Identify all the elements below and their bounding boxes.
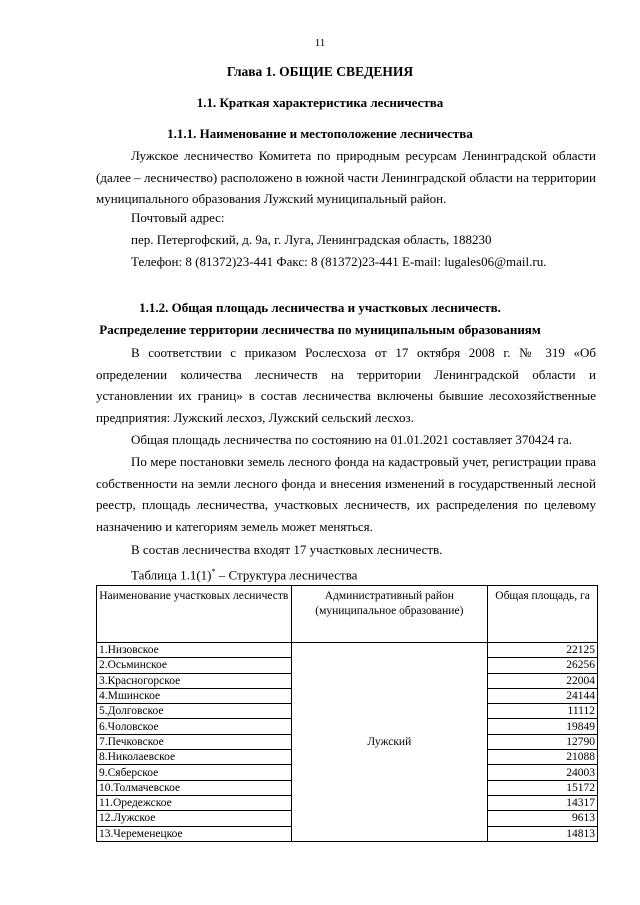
count-paragraph: В состав лесничества входят 17 участковых лесничеств. bbox=[131, 542, 443, 557]
postal-label: Почтовый адрес: bbox=[131, 210, 225, 225]
row-area: 22004 bbox=[488, 673, 598, 688]
order-paragraph: В соответствии с приказом Рослесхоза от 17 октября 2008 г. № 319 «Об определении количества лесничеств на территории Ленинградской области и установлении их границ» в состав лесничества включены бывшие лесохозяйственные предприятия: Лужский лесхоз, Лужский сельский лесхоз. bbox=[96, 345, 596, 425]
row-area: 14317 bbox=[488, 795, 598, 810]
row-area: 12790 bbox=[488, 734, 598, 749]
row-name: 4.Мшинское bbox=[97, 688, 292, 703]
row-area: 14813 bbox=[488, 826, 598, 841]
address: пер. Петергофский, д. 9а, г. Луга, Ленинградская область, 188230 bbox=[131, 232, 492, 247]
section-title: 1.1. Краткая характеристика лесничества bbox=[196, 95, 444, 110]
row-area: 26256 bbox=[488, 658, 598, 673]
row-name: 3.Красногорское bbox=[97, 673, 292, 688]
row-area: 24003 bbox=[488, 765, 598, 780]
header-name: Наименование участковых лесничеств bbox=[97, 586, 292, 643]
row-area: 11112 bbox=[488, 704, 598, 719]
row-name: 7.Печковское bbox=[97, 734, 292, 749]
row-name: 13.Череменецкое bbox=[97, 826, 292, 841]
area-paragraph: Общая площадь лесничества по состоянию на 01.01.2021 составляет 370424 га. bbox=[131, 432, 572, 447]
header-area: Общая площадь, га bbox=[488, 586, 598, 643]
subsection-2-subtitle: Распределение территории лесничества по муниципальным образованиям bbox=[99, 322, 541, 337]
row-name: 10.Толмачевское bbox=[97, 780, 292, 795]
subsection-1-title: 1.1.1. Наименование и местоположение лесничества bbox=[167, 126, 473, 141]
subsection-2-title: 1.1.2. Общая площадь лесничества и участковых лесничеств. bbox=[139, 300, 501, 315]
row-area: 22125 bbox=[488, 643, 598, 658]
page-number: 11 bbox=[314, 37, 326, 49]
forestry-structure-table bbox=[96, 585, 598, 842]
row-area: 19849 bbox=[488, 719, 598, 734]
header-district: Административный район (муниципальное образование) bbox=[291, 586, 488, 643]
row-area: 21088 bbox=[488, 750, 598, 765]
table-header-row bbox=[97, 586, 598, 643]
row-name: 6.Чоловское bbox=[97, 719, 292, 734]
row-name: 5.Долговское bbox=[97, 704, 292, 719]
table-row bbox=[97, 643, 598, 658]
cadastre-paragraph: По мере постановки земель лесного фонда на кадастровый учет, регистрации права собственности на земли лесного фонда и внесения изменений в государственный лесной реестр, площадь лесничества, участковых лесничеств, их распределения по целевому назначению и категориям земель может меняться. bbox=[96, 454, 596, 534]
row-name: 9.Сяберское bbox=[97, 765, 292, 780]
row-name: 2.Осьминское bbox=[97, 658, 292, 673]
row-area: 24144 bbox=[488, 688, 598, 703]
row-area: 9613 bbox=[488, 811, 598, 826]
row-name: 11.Оредежское bbox=[97, 795, 292, 810]
row-area: 15172 bbox=[488, 780, 598, 795]
intro-paragraph: Лужское лесничество Комитета по природным ресурсам Ленинградской области (далее – лесничество) расположено в южной части Ленинградской области на территории муниципального образования Лужский муниципальный район. bbox=[96, 148, 596, 206]
table-caption: Таблица 1.1(1)* – Структура лесничества bbox=[131, 567, 358, 583]
row-name: 1.Низовское bbox=[97, 643, 292, 658]
district-cell: Лужский bbox=[291, 643, 488, 842]
row-name: 12.Лужское bbox=[97, 811, 292, 826]
chapter-title: Глава 1. ОБЩИЕ СВЕДЕНИЯ bbox=[226, 64, 414, 79]
row-name: 8.Николаевское bbox=[97, 750, 292, 765]
contacts: Телефон: 8 (81372)23-441 Факс: 8 (81372)23-441 E-mail: lugales06@mail.ru. bbox=[131, 254, 547, 269]
